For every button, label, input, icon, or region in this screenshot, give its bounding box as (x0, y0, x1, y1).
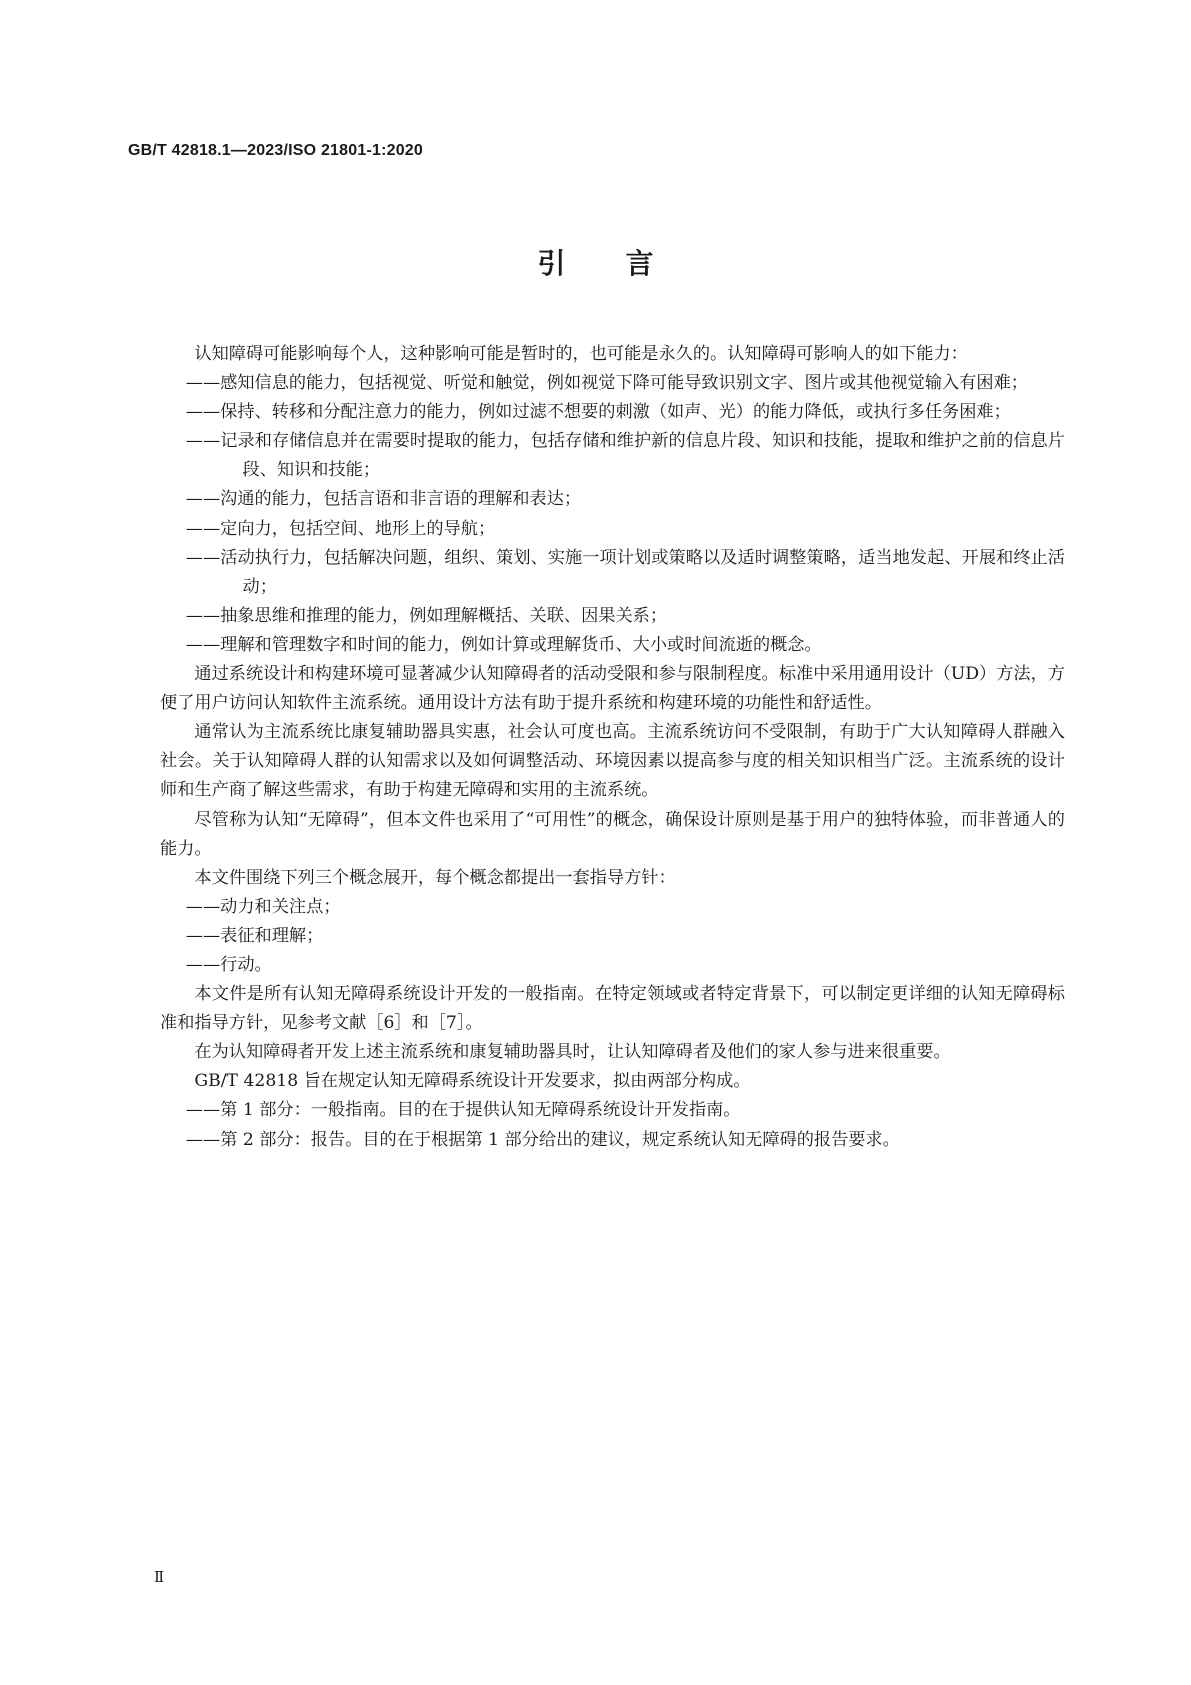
body-text (160, 340, 1065, 1155)
concepts-list (160, 893, 1065, 980)
paragraph-intro: 认知障碍可能影响每个人，这种影响可能是暂时的，也可能是永久的。认知障碍可影响人的如下能力： (194, 344, 968, 364)
paragraph-usability: 尽管称为认知“无障碍”，但本文件也采用了“可用性”的概念，确保设计原则是基于用户的独特体验，而非普通人的能力。 (160, 809, 1065, 859)
list-item: ——动力和关注点； (185, 896, 341, 917)
paragraph-general-guide: 本文件是所有认知无障碍系统设计开发的一般指南。在特定领域或者特定背景下，可以制定更详细的认知无障碍标准和指导方针，见参考文献［6］和［7］。 (160, 984, 1065, 1034)
list-item: ——记录和存储信息并在需要时提取的能力，包括存储和维护新的信息片段、知识和技能，提取和维护之前的信息片段、知识和技能； (185, 431, 1065, 481)
list-item: ——抽象思维和推理的能力，例如理解概括、关联、因果关系； (185, 605, 668, 626)
list-item: ——保持、转移和分配注意力的能力，例如过滤不想要的刺激（如声、光）的能力降低，或执行多任务困难； (185, 402, 1011, 423)
page-title: 引言 (537, 247, 714, 280)
list-item: ——第 2 部分：报告。目的在于根据第 1 部分给出的建议，规定系统认知无障碍的报告要求。 (185, 1129, 900, 1150)
list-item: ——沟通的能力，包括言语和非言语的理解和表达； (185, 489, 582, 510)
paragraph-universal-design: 通过系统设计和构建环境可显著减少认知障碍者的活动受限和参与限制程度。标准中采用通用设计（UD）方法，方便了用户访问认知软件主流系统。通用设计方法有助于提升系统和构建环境的功能性和舒适性。 (160, 664, 1065, 714)
list-item: ——定向力，包括空间、地形上的导航； (185, 518, 496, 539)
abilities-list (160, 369, 1065, 660)
list-item: ——理解和管理数字和时间的能力，例如计算或理解货币、大小或时间流逝的概念。 (185, 634, 822, 655)
parts-list (160, 1096, 1065, 1154)
paragraph-mainstream-systems: 通常认为主流系统比康复辅助器具实惠，社会认可度也高。主流系统访问不受限制，有助于广大认知障碍人群融入社会。关于认知障碍人群的认知需求以及如何调整活动、环境因素以提高参与度的相关知识相当广泛。主流系统的设计师和生产商了解这些需求，有助于构建无障碍和实用的主流系统。 (160, 722, 1065, 801)
list-item: ——活动执行力，包括解决问题，组织、策划、实施一项计划或策略以及适时调整策略，适当地发起、开展和终止活动； (185, 547, 1065, 597)
paragraph-structure: GB/T 42818 旨在规定认知无障碍系统设计开发要求，拟由两部分构成。 (194, 1071, 751, 1092)
paragraph-participation: 在为认知障碍者开发上述主流系统和康复辅助器具时，让认知障碍者及他们的家人参与进来很重要。 (194, 1042, 951, 1063)
list-item: ——第 1 部分：一般指南。目的在于提供认知无障碍系统设计开发指南。 (185, 1100, 741, 1121)
list-item: ——表征和理解； (185, 925, 324, 946)
list-item: ——感知信息的能力，包括视觉、听觉和触觉，例如视觉下降可能导致识别文字、图片或其他视觉输入有困难； (185, 373, 1028, 394)
paragraph-concepts-intro: 本文件围绕下列三个概念展开，每个概念都提出一套指导方针： (194, 867, 676, 888)
standard-number: GB/T 42818.1—2023/ISO 21801-1:2020 (128, 142, 423, 159)
page-number: Ⅱ (154, 1568, 165, 1586)
list-item: ——行动。 (185, 954, 272, 975)
